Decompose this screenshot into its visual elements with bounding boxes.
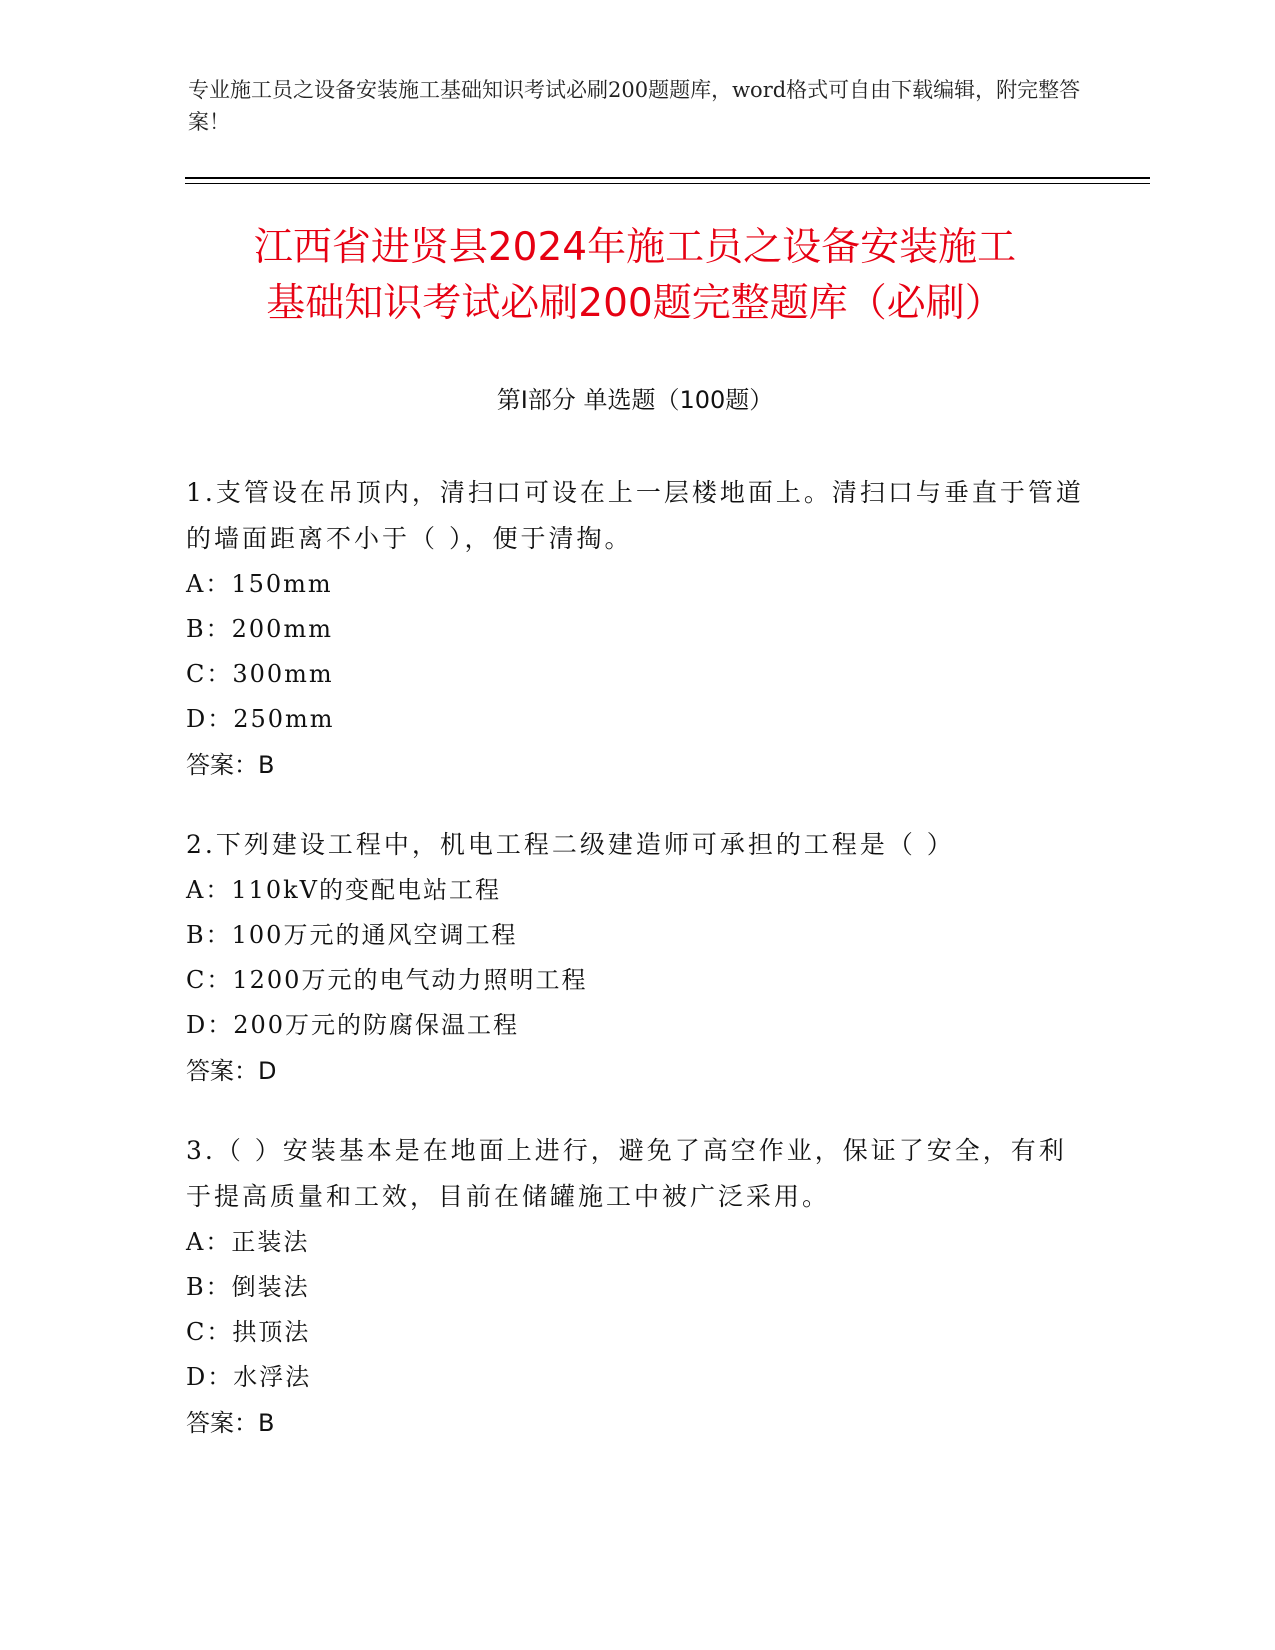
document-title-line-2: 基础知识考试必刷200题完整题库（必刷） bbox=[266, 281, 1004, 326]
answer: 答案：B bbox=[186, 751, 275, 779]
header-rule-thick bbox=[185, 177, 1150, 179]
header-rule-thin bbox=[185, 183, 1150, 184]
document-title bbox=[185, 220, 1085, 332]
option-a: A：110kV的变配电站工程 bbox=[186, 876, 502, 904]
section-title: 第Ⅰ部分 单选题（100题） bbox=[496, 386, 774, 414]
option-c: C：拱顶法 bbox=[186, 1318, 311, 1346]
option-b: B：倒装法 bbox=[186, 1273, 310, 1301]
option-d: D：250mm bbox=[186, 705, 335, 733]
question-stem: 3.（ ）安装基本是在地面上进行，避免了高空作业，保证了安全，有利于提高质量和工效，目前在储罐施工中被广泛采用。 bbox=[186, 1136, 1067, 1211]
option-d: D：200万元的防腐保温工程 bbox=[186, 1011, 520, 1039]
question-3 bbox=[186, 1128, 1086, 1446]
header-note: 专业施工员之设备安装施工基础知识考试必刷200题题库，word格式可自由下载编辑，附完整答案！ bbox=[188, 78, 1081, 134]
option-c: C：300mm bbox=[186, 660, 334, 688]
question-list bbox=[186, 470, 1086, 1480]
question-stem: 2.下列建设工程中，机电工程二级建造师可承担的工程是（ ） bbox=[186, 830, 955, 859]
question-1 bbox=[186, 470, 1086, 788]
option-a: A：正装法 bbox=[186, 1228, 310, 1256]
question-2 bbox=[186, 822, 1086, 1094]
option-a: A：150mm bbox=[186, 570, 333, 598]
option-d: D：水浮法 bbox=[186, 1363, 312, 1391]
question-stem: 1.支管设在吊顶内，清扫口可设在上一层楼地面上。清扫口与垂直于管道的墙面距离不小于（ ），便于清掏。 bbox=[186, 478, 1084, 553]
option-b: B：200mm bbox=[186, 615, 333, 643]
option-b: B：100万元的通风空调工程 bbox=[186, 921, 518, 949]
answer: 答案：D bbox=[186, 1057, 277, 1085]
document-title-line-1: 江西省进贤县2024年施工员之设备安装施工 bbox=[253, 225, 1017, 270]
answer: 答案：B bbox=[186, 1409, 275, 1437]
option-c: C：1200万元的电气动力照明工程 bbox=[186, 966, 588, 994]
